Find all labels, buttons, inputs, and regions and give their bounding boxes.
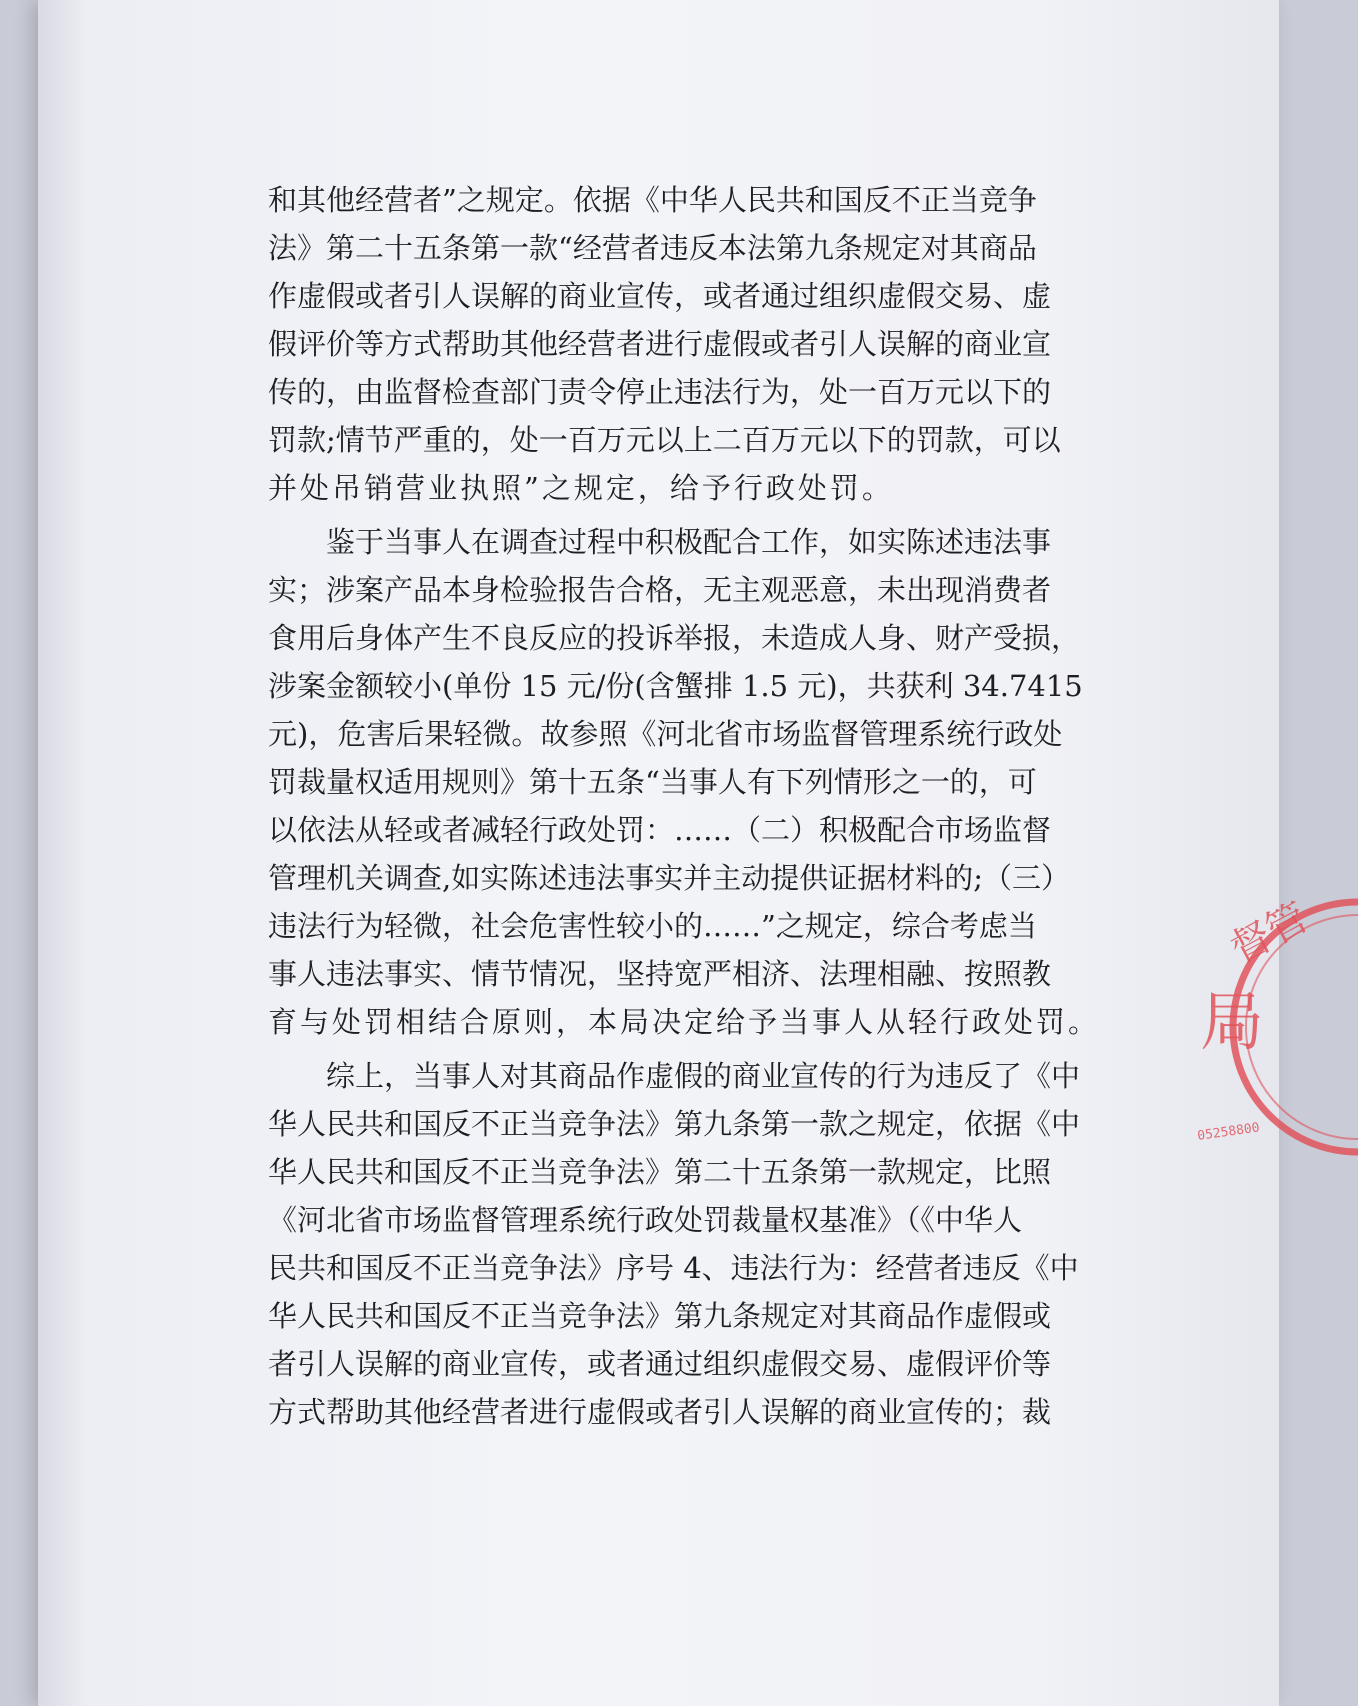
text-line: 以依法从轻或者减轻行政处罚：……（二）积极配合市场监督 xyxy=(268,813,1052,847)
text-line: 实；涉案产品本身检验报告合格，无主观恶意，未出现消费者 xyxy=(268,573,1052,607)
text-line: 违法行为轻微，社会危害性较小的……”之规定，综合考虑当 xyxy=(268,909,1037,943)
text-line: 华人民共和国反不正当竞争法》第九条规定对其商品作虚假或 xyxy=(268,1299,1052,1333)
document-page xyxy=(38,0,1279,1706)
document-body xyxy=(268,176,1148,1436)
text-line: 罚款;情节严重的，处一百万元以上二百万元以下的罚款，可以 xyxy=(268,423,1061,457)
text-line: 涉案金额较小(单份 15 元/份(含蟹排 1.5 元)，共获利 34.7415 xyxy=(268,669,1083,703)
text-line: 假评价等方式帮助其他经营者进行虚假或者引人误解的商业宣 xyxy=(268,327,1052,361)
text-line: 和其他经营者”之规定。依据《中华人民共和国反不正当竞争 xyxy=(268,183,1037,217)
seal-char: 局 xyxy=(1200,986,1264,1060)
text-line: 法》第二十五条第一款“经营者违反本法第九条规定对其商品 xyxy=(268,231,1037,265)
text-line: 传的，由监督检查部门责令停止违法行为，处一百万元以下的 xyxy=(268,375,1052,409)
text-line: 民共和国反不正当竞争法》序号 4、违法行为：经营者违反《中 xyxy=(268,1251,1079,1285)
text-line: 食用后身体产生不良反应的投诉举报，未造成人身、财产受损， xyxy=(268,621,1081,655)
seal-number: 05258800 xyxy=(1196,1120,1261,1144)
text-line: 管理机关调查,如实陈述违法事实并主动提供证据材料的;（三） xyxy=(268,861,1070,895)
text-line: 华人民共和国反不正当竞争法》第二十五条第一款规定，比照 xyxy=(268,1155,1052,1189)
seal-text: 督管 xyxy=(1223,894,1316,973)
paragraph-start-line: 综上，当事人对其商品作虚假的商业宣传的行为违反了《中 xyxy=(326,1059,1081,1093)
text-line: 《河北省市场监督管理系统行政处罚裁量权基准》（《中华人 xyxy=(268,1203,1023,1237)
text-line: 罚裁量权适用规则》第十五条“当事人有下列情形之一的，可 xyxy=(268,765,1037,799)
paragraph-start-line: 鉴于当事人在调查过程中积极配合工作，如实陈述违法事 xyxy=(326,525,1052,559)
text-line: 育与处罚相结合原则，本局决定给予当事人从轻行政处罚。 xyxy=(268,1005,1101,1039)
text-line: 作虚假或者引人误解的商业宣传，或者通过组织虚假交易、虚 xyxy=(268,279,1052,313)
text-line: 并处吊销营业执照”之规定，给予行政处罚。 xyxy=(268,471,894,505)
text-line: 华人民共和国反不正当竞争法》第九条第一款之规定，依据《中 xyxy=(268,1107,1081,1141)
text-line: 元)，危害后果轻微。故参照《河北省市场监督管理系统行政处 xyxy=(268,717,1063,751)
text-line: 事人违法事实、情节情况，坚持宽严相济、法理相融、按照教 xyxy=(268,957,1052,991)
text-line: 方式帮助其他经营者进行虚假或者引人误解的商业宣传的；裁 xyxy=(268,1395,1052,1429)
text-line: 者引人误解的商业宣传，或者通过组织虚假交易、虚假评价等 xyxy=(268,1347,1052,1381)
